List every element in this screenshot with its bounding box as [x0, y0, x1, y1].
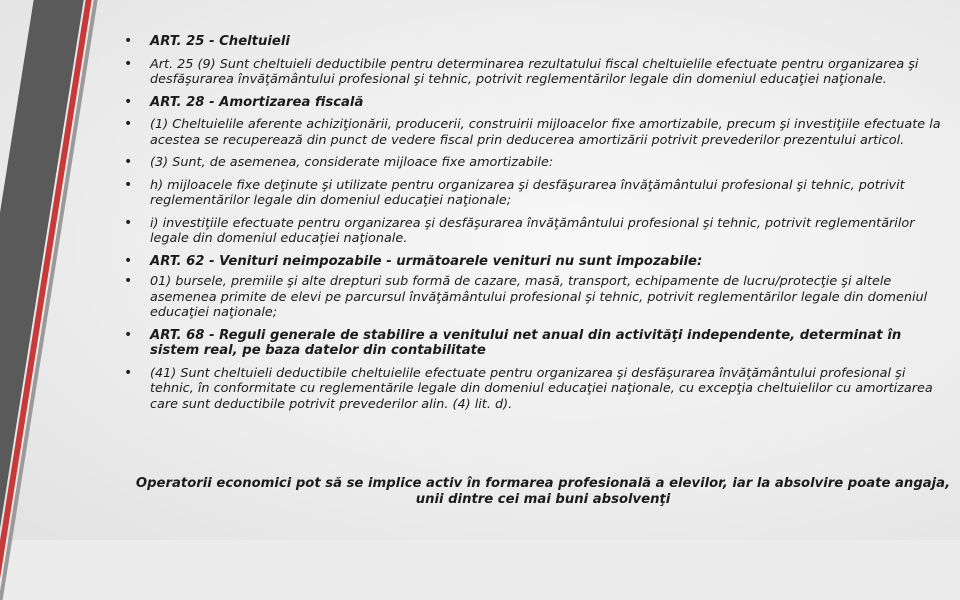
bullet-icon: •	[124, 154, 133, 170]
bullet-icon: •	[124, 252, 133, 269]
list-item-text: ART. 28 - Amortizarea fiscală	[150, 94, 364, 110]
bullet-icon: •	[124, 273, 133, 289]
list-item	[124, 328, 950, 359]
list-item	[124, 366, 950, 413]
list-item-text: ART. 62 - Venituri neimpozabile - următoarele venituri nu sunt impozabile:	[150, 253, 703, 269]
list-item-text: ART. 25 - Cheltuieli	[150, 34, 290, 49]
list-item	[124, 95, 950, 111]
list-item	[124, 254, 950, 270]
footer-note: Operatorii economici pot să se implice activ în formarea profesională a elevilor, iar la absolvire poate angaja, unii dintre cei mai buni absolvenţi	[135, 476, 951, 507]
bullet-icon: •	[124, 214, 133, 231]
list-item	[124, 274, 950, 321]
bullet-icon: •	[124, 55, 133, 72]
bullet-icon: •	[124, 93, 133, 110]
list-item	[124, 57, 950, 88]
list-item-text: (3) Sunt, de asemenea, considerate mijloace fixe amortizabile:	[150, 155, 554, 170]
list-item-text: ART. 68 - Reguli generale de stabilire a venitului net anual din activităţi independente, determinat în sistem real, pe baza datelor din contabilitate	[150, 327, 902, 358]
list-item	[124, 117, 950, 148]
list-item-text: h) mijloacele fixe deţinute şi utilizate pentru organizarea şi desfăşurarea învăţământului profesional şi tehnic, potrivit reglementărilor legale din domeniul educaţiei naţionale;	[150, 177, 905, 208]
list-item	[124, 178, 950, 209]
list-item-text: i) investiţiile efectuate pentru organizarea şi desfăşurarea învăţământului profesional şi tehnic, potrivit reglementărilor legale din domeniul educaţiei naţionale.	[150, 215, 915, 246]
bullet-icon: •	[124, 33, 133, 49]
list-item-text: Art. 25 (9) Sunt cheltuieli deductibile pentru determinarea rezultatului fiscal cheltuielile efectuate pentru organizarea şi desfăşurarea învăţământului profesional şi tehnic, potrivit reglementărilor legale din domeniul educaţiei naţionale.	[150, 56, 919, 87]
list-item-text: (41) Sunt cheltuieli deductibile cheltuielile efectuate pentru organizarea şi desfăşurarea învăţământului profesional şi tehnic, în conformitate cu reglementările legale din domeniul educaţiei naţionale, cu excepţia cheltuielilor cu amortizarea care sunt deductibile potrivit prevederilor alin. (4) lit. d).	[150, 365, 933, 412]
list-item	[124, 34, 950, 50]
bullet-icon: •	[124, 364, 133, 381]
list-item	[124, 155, 950, 171]
list-item-text: (1) Cheltuielile aferente achiziţionării, producerii, construirii mijloacelor fixe amortizabile, precum şi investiţiile efectuate la acestea se recuperează din punct de vedere fiscal prin deducerea amortizării potrivit prevederilor prezentului articol.	[150, 117, 941, 148]
bullet-icon: •	[124, 176, 133, 193]
bullet-list	[124, 34, 950, 419]
list-item	[124, 216, 950, 247]
list-item-text: 01) bursele, premiile şi alte drepturi sub formă de cazare, masă, transport, echipamente de lucru/protecţie şi altele asemenea primite de elevi pe parcursul învăţământului profesional şi tehnic, potrivit reglementărilor legale din domeniul educaţiei naţionale;	[150, 274, 928, 320]
bullet-icon: •	[124, 116, 133, 132]
bullet-icon: •	[124, 326, 133, 343]
